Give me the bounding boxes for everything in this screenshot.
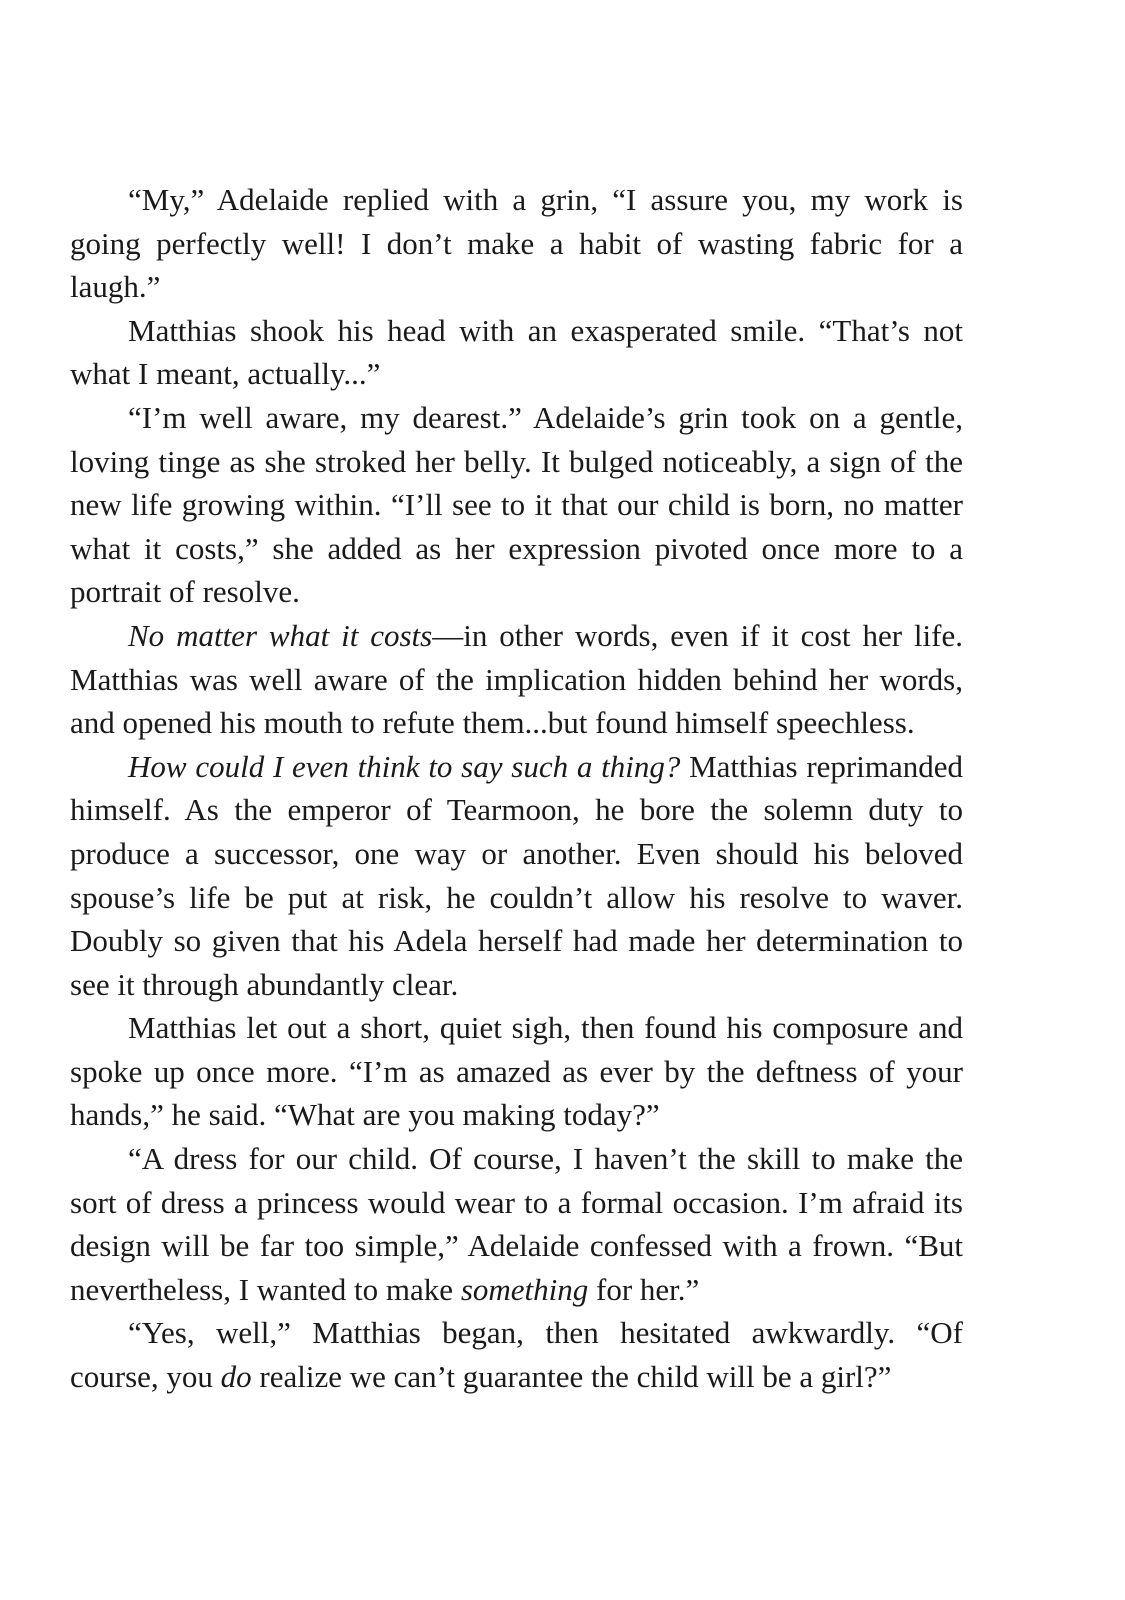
paragraph-text: realize we can’t guarantee the child will be a girl?”	[251, 1359, 892, 1395]
paragraph-text: Matthias reprimanded himself. As the emperor of Tearmoon, he bore the solemn duty to produce a successor, one way or another. Even should his beloved spouse’s life be put at risk, he couldn’t allow his resolve to waver. Doubly so given that his Adela herself had made her determination to see it through abundantly clear.	[70, 748, 963, 1002]
book-page	[70, 178, 963, 1399]
paragraph-text: Matthias shook his head with an exasperated smile. “That’s not what I meant, actually...”	[70, 312, 963, 392]
paragraph-4	[70, 614, 963, 745]
paragraph-8	[70, 1311, 963, 1398]
paragraph-text: Matthias let out a short, quiet sigh, then found his composure and spoke up once more. “I’m as amazed as ever by the deftness of your hands,” he said. “What are you making today?”	[70, 1010, 963, 1133]
paragraph-1	[70, 178, 963, 309]
paragraph-2	[70, 309, 963, 396]
italic-text: do	[220, 1359, 252, 1395]
paragraph-text: “My,” Adelaide replied with a grin, “I assure you, my work is going perfectly well! I don’t make a habit of wasting fabric for a laugh.”	[70, 182, 963, 305]
paragraph-3	[70, 396, 963, 614]
paragraph-7	[70, 1137, 963, 1311]
paragraph-text: “I’m well aware, my dearest.” Adelaide’s grin took on a gentle, loving tinge as she stroked her belly. It bulged noticeably, a sign of the new life growing within. “I’ll see to it that our child is born, no matter what it costs,” she added as her expression pivoted once more to a portrait of resolve.	[70, 399, 963, 610]
paragraph-text: “A dress for our child. Of course, I haven’t the skill to make the sort of dress a princess would wear to a formal occasion. I’m afraid its design will be far too simple,” Adelaide confessed with a frown. “But nevertheless, I wanted to make	[70, 1141, 963, 1307]
italic-text: No matter what it costs	[128, 617, 433, 653]
paragraph-text: —in other words, even if it cost her life. Matthias was well aware of the implication hidden behind her words, and opened his mouth to refute them...but found himself speechless.	[70, 617, 963, 741]
italic-text: something	[460, 1271, 589, 1307]
paragraph-text: “Yes, well,” Matthias began, then hesitated awkwardly. “Of course, you	[70, 1315, 963, 1395]
italic-text: How could I even think to say such a thing?	[128, 748, 681, 784]
paragraph-6	[70, 1006, 963, 1137]
paragraph-5	[70, 745, 963, 1007]
paragraph-text: for her.”	[588, 1271, 700, 1307]
